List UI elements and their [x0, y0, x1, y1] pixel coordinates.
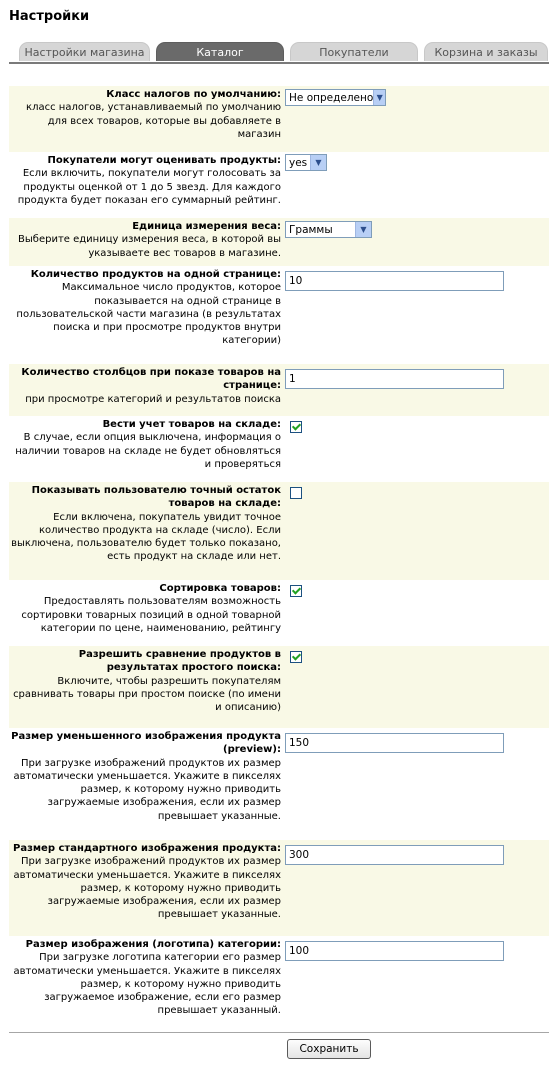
comparison-checkbox[interactable]	[290, 651, 302, 663]
tab-divider	[9, 62, 549, 64]
chevron-down-icon: ▼	[310, 155, 326, 170]
ratings-select[interactable]	[285, 154, 327, 171]
setting-title: Разрешить сравнение продуктов в результатах простого поиска:	[78, 649, 281, 674]
tab-customers[interactable]: Покупатели	[290, 42, 418, 61]
setting-title: Покупатели могут оценивать продукты:	[47, 155, 281, 166]
setting-label	[9, 482, 281, 564]
setting-row-category-logo-size	[9, 936, 549, 1032]
setting-title: Вести учет товаров на складе:	[102, 419, 281, 430]
setting-row-exact-stock	[9, 482, 549, 580]
standard-size-input[interactable]	[285, 845, 504, 865]
setting-title: Количество продуктов на одной странице:	[30, 269, 281, 280]
setting-description: Включите, чтобы разрешить покупателям сравнивать товары при простом поиске (по имени и описанию)	[13, 675, 281, 714]
tax-class-select[interactable]	[285, 89, 386, 106]
setting-description: Выберите единицу измерения веса, в которой вы указываете вес товаров в магазине.	[18, 234, 281, 259]
setting-description: В случае, если опция выключена, информация о наличии товаров на складе не будет обновляться и проверяться	[15, 432, 281, 470]
sorting-checkbox[interactable]	[290, 585, 302, 597]
page-title: Настройки	[9, 9, 90, 24]
tab-bar	[19, 42, 548, 62]
tab-catalog[interactable]: Каталог	[156, 42, 284, 61]
preview-size-input[interactable]	[285, 733, 504, 753]
setting-description: класс налогов, устанавливаемый по умолчанию для всех товаров, которые вы добавляете в магазин	[26, 102, 281, 140]
setting-label	[9, 646, 281, 714]
setting-row-stock-tracking	[9, 416, 549, 482]
select-value: Граммы	[289, 223, 333, 236]
setting-label	[9, 580, 281, 635]
save-button[interactable]: Сохранить	[287, 1039, 371, 1059]
setting-description: При загрузке изображений продуктов их размер автоматически уменьшается. Укажите в пикселях размер, к которому нужно приводить загружаемые изображения, если их размер превышает указанные.	[13, 757, 281, 822]
chevron-down-icon: ▼	[355, 222, 371, 237]
setting-title: Размер изображения (логотипа) категории:	[25, 939, 281, 950]
columns-input[interactable]	[285, 369, 504, 389]
setting-description: При загрузке изображений продуктов их размер автоматически уменьшается. Укажите в пикселях размер, к которому нужно приводить загружаемые изображения, если их размер превышает указанные.	[13, 856, 281, 921]
setting-row-standard-size	[9, 840, 549, 936]
exact-stock-checkbox[interactable]	[290, 487, 302, 499]
setting-title: Единица измерения веса:	[132, 221, 281, 232]
setting-label	[9, 416, 281, 471]
setting-description: При загрузке логотипа категории его размер автоматически уменьшается. Укажите в пикселях размер, к которому нужно приводить загружаемое изображение, если его размер превышает указанный.	[13, 952, 281, 1017]
setting-label	[9, 86, 281, 141]
setting-row-columns	[9, 364, 549, 416]
setting-row-comparison	[9, 646, 549, 728]
setting-title: Количество столбцов при показе товаров на странице:	[21, 367, 281, 392]
category-logo-size-input[interactable]	[285, 941, 504, 961]
setting-label	[9, 936, 281, 1018]
setting-description: Предоставлять пользователям возможность сортировки товарных позиций в одной товарной категории по цене, наименованию, рейтингу	[21, 596, 281, 634]
setting-title: Класс налогов по умолчанию:	[106, 89, 281, 100]
setting-row-weight-unit	[9, 218, 549, 266]
setting-title: Размер стандартного изображения продукта:	[13, 843, 281, 854]
setting-description: Если включить, покупатели могут голосовать за продукты оценкой от 1 до 5 звезд. Для каждого продукта будет показан его суммарный рейтинг.	[17, 168, 281, 206]
tab-cart-orders[interactable]: Корзина и заказы	[424, 42, 548, 61]
setting-row-sorting	[9, 580, 549, 646]
setting-label	[9, 266, 281, 348]
setting-label	[9, 840, 281, 922]
setting-label	[9, 728, 281, 823]
chevron-down-icon: ▼	[373, 90, 385, 105]
setting-title: Показывать пользователю точный остаток товаров на складе:	[31, 485, 281, 510]
select-value: Не определено	[289, 91, 374, 104]
tab-shop-settings[interactable]: Настройки магазина	[19, 42, 150, 61]
form-divider	[9, 1032, 549, 1033]
setting-row-tax-class	[9, 86, 549, 152]
setting-description: при просмотре категорий и результатов поиска	[25, 393, 281, 405]
setting-label	[9, 364, 281, 406]
stock-tracking-checkbox[interactable]	[290, 421, 302, 433]
select-value: yes	[289, 156, 308, 169]
weight-unit-select[interactable]	[285, 221, 372, 238]
setting-title: Размер уменьшенного изображения продукта (preview):	[11, 731, 281, 756]
setting-description: Если включена, покупатель увидит точное количество продукта на складе (число). Если выключена, пользователю будет только показано, есть продукт на складе или нет.	[11, 511, 281, 563]
setting-description: Максимальное число продуктов, которое показывается на одной странице в пользовательской части магазина (в результатах поиска и при просмотре продуктов внутри категории)	[16, 282, 281, 347]
setting-label	[9, 218, 281, 260]
setting-label	[9, 152, 281, 207]
products-per-page-input[interactable]	[285, 271, 504, 291]
setting-title: Сортировка товаров:	[159, 583, 281, 594]
setting-row-ratings	[9, 152, 549, 218]
setting-row-products-per-page	[9, 266, 549, 364]
setting-row-preview-size	[9, 728, 549, 840]
